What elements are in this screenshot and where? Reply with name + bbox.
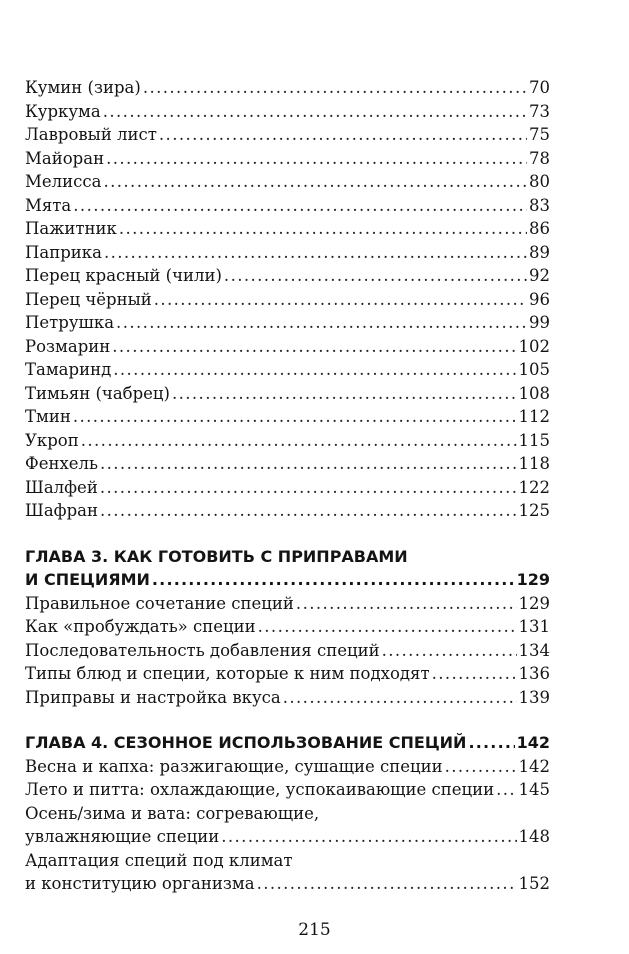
toc-page (25, 76, 550, 896)
toc-entry-label: Правильное сочетание специй (25, 593, 294, 613)
toc-entry (25, 335, 550, 359)
leader-dots (104, 241, 527, 265)
toc-entry (25, 217, 550, 241)
toc-entry-label: Лето и питта: охлаждающие, успокаивающие специи (25, 780, 495, 799)
toc-entry-label: Петрушка (25, 313, 115, 332)
toc-entry-label: Шафран (25, 501, 98, 520)
toc-entry (25, 123, 550, 147)
toc-entry-page: 70 (529, 78, 550, 97)
leader-dots (106, 147, 527, 171)
toc-entry-page: 96 (529, 289, 550, 309)
toc-entry-label: Кумин (зира) (25, 78, 141, 97)
chapter-4-title-row (25, 731, 550, 755)
leader-dots (119, 217, 527, 241)
leader-dots (224, 264, 527, 288)
toc-entry (25, 194, 550, 218)
toc-entry-page: 129 (518, 593, 550, 613)
toc-entry-page: 108 (518, 383, 550, 403)
leader-dots (152, 568, 515, 592)
toc-entry (25, 147, 550, 171)
leader-dots (100, 452, 517, 476)
toc-entry (25, 358, 550, 382)
toc-entry-label-line2: увлажняющие специи (25, 827, 220, 846)
toc-entry-page: 105 (518, 360, 550, 379)
toc-entry-page: 73 (529, 101, 550, 121)
toc-entry-page: 136 (518, 664, 550, 683)
toc-entry-page: 118 (518, 454, 550, 473)
leader-dots (221, 825, 516, 849)
chapter-3-title: ГЛАВА 3. КАК ГОТОВИТЬ С ПРИПРАВАМИ (25, 546, 408, 566)
toc-entry-label: Пажитник (25, 219, 117, 238)
toc-entry (25, 452, 550, 476)
leader-dots (154, 288, 527, 312)
toc-entry-label: Тимьян (чабрец) (25, 383, 170, 403)
chapter-4-page: 142 (516, 733, 550, 752)
toc-entry-page: 152 (518, 874, 550, 893)
toc-entry (25, 170, 550, 194)
toc-entry (25, 872, 550, 896)
toc-entry (25, 825, 550, 849)
leader-dots (100, 499, 517, 523)
toc-entry-page: 125 (518, 501, 550, 520)
leader-dots (73, 405, 517, 429)
toc-entry (25, 288, 550, 312)
toc-entry-page: 92 (529, 266, 550, 285)
toc-entry-label-line2: и конституцию организма (25, 874, 255, 893)
leader-dots (172, 382, 517, 406)
toc-entry-page: 131 (518, 617, 550, 636)
toc-entry-page: 142 (518, 756, 550, 776)
toc-entry-page: 102 (518, 336, 550, 356)
toc-entry (25, 311, 550, 335)
leader-dots (432, 662, 517, 686)
toc-entry (25, 476, 550, 500)
toc-entry-label: Типы блюд и специи, которые к ним подходят (25, 664, 430, 683)
toc-entry-page: 99 (529, 313, 550, 332)
section-gap (25, 523, 550, 545)
toc-entry-label: Паприка (25, 242, 102, 262)
toc-entry-label: Укроп (25, 430, 79, 450)
toc-entry-label: Тамаринд (25, 360, 112, 379)
toc-entry-label: Розмарин (25, 336, 111, 356)
toc-entry-label-line1: Адаптация специй под климат (25, 850, 293, 870)
toc-entry-label: Лавровый лист (25, 125, 157, 144)
leader-dots (496, 778, 516, 802)
leader-dots (296, 592, 517, 616)
toc-entry-page: 134 (518, 640, 550, 660)
toc-entry-page: 122 (518, 477, 550, 497)
toc-entry (25, 429, 550, 453)
leader-dots (116, 311, 527, 335)
toc-entry-page: 86 (529, 219, 550, 238)
toc-entry (25, 405, 550, 429)
leader-dots (103, 170, 527, 194)
toc-entry-label: Куркума (25, 101, 101, 121)
toc-entry-label: Перец красный (чили) (25, 266, 222, 285)
leader-dots (112, 335, 516, 359)
leader-dots (283, 686, 517, 710)
toc-entry (25, 264, 550, 288)
toc-entry-label: Фенхель (25, 454, 98, 473)
toc-entry-page: 139 (518, 687, 550, 707)
toc-entry-label: Как «пробуждать» специи (25, 617, 256, 636)
leader-dots (143, 76, 527, 100)
toc-entry-page: 80 (529, 172, 550, 191)
toc-entry (25, 382, 550, 406)
chapter-4-title: ГЛАВА 4. СЕЗОННОЕ ИСПОЛЬЗОВАНИЕ СПЕЦИЙ (25, 733, 467, 752)
leader-dots (81, 429, 517, 453)
leader-dots (382, 639, 517, 663)
chapter-3-title-continued: И СПЕЦИЯМИ (25, 570, 150, 589)
toc-entry-label: Перец чёрный (25, 289, 152, 309)
toc-entry-page: 148 (518, 827, 550, 846)
leader-dots (73, 194, 527, 218)
toc-entry (25, 662, 550, 686)
toc-entry-page: 145 (518, 780, 550, 799)
leader-dots (103, 100, 527, 124)
leader-dots (113, 358, 516, 382)
chapter-3-title-line2 (25, 568, 550, 592)
toc-entry-page: 83 (529, 195, 550, 215)
toc-entry-label: Шалфей (25, 477, 98, 497)
toc-entry-page: 89 (529, 242, 550, 262)
toc-entry (25, 499, 550, 523)
toc-entry-label: Мята (25, 195, 72, 215)
toc-entry-label: Мелисса (25, 172, 102, 191)
toc-entry (25, 778, 550, 802)
page-number: 215 (298, 920, 331, 940)
leader-dots (258, 615, 517, 639)
toc-entry (25, 100, 550, 124)
toc-entry-page: 78 (529, 148, 550, 168)
toc-entry-label: Майоран (25, 148, 105, 168)
toc-entry-page: 112 (518, 407, 550, 426)
leader-dots (100, 476, 517, 500)
toc-entry (25, 755, 550, 779)
section-gap (25, 709, 550, 731)
toc-entry (25, 592, 550, 616)
toc-entry-label: Весна и капха: разжигающие, сушащие специи (25, 756, 443, 776)
toc-entry-label-line1: Осень/зима и вата: согревающие, (25, 803, 320, 823)
toc-entry (25, 615, 550, 639)
leader-dots (468, 731, 514, 755)
toc-entry (25, 639, 550, 663)
toc-entry-page: 75 (529, 125, 550, 144)
chapter-3-page: 129 (516, 570, 550, 589)
toc-entry-label: Тмин (25, 407, 71, 426)
leader-dots (159, 123, 527, 147)
toc-entry (25, 241, 550, 265)
toc-entry-label: Приправы и настройка вкуса (25, 687, 281, 707)
toc-entry (25, 76, 550, 100)
toc-entry (25, 686, 550, 710)
leader-dots (257, 872, 517, 896)
leader-dots (445, 755, 517, 779)
toc-entry-label: Последовательность добавления специй (25, 640, 380, 660)
toc-entry-page: 115 (518, 430, 550, 450)
